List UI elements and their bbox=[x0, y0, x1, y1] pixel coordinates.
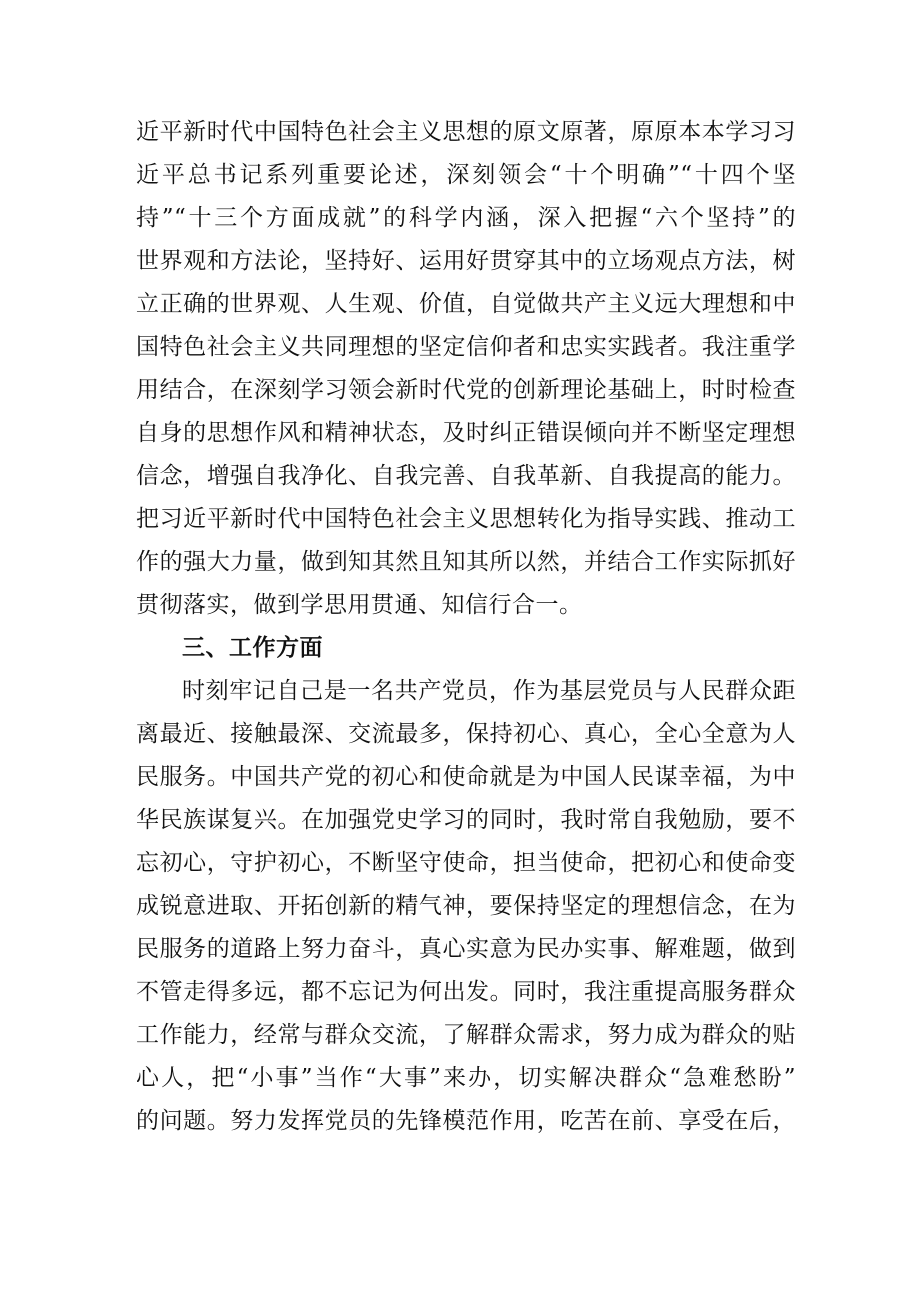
section-3-line-7: 民服务的道路上努力奋斗，真心实意为民办实事、解难题，做到 bbox=[136, 936, 796, 962]
paragraph-1-line-3: 持”“十三个方面成就”的科学内涵，深入把握“六个坚持”的 bbox=[136, 205, 796, 231]
paragraph-1-line-11: 作的强大力量，做到知其然且知其所以然，并结合工作实际抓好 bbox=[136, 549, 796, 575]
paragraph-1-line-12: 贯彻落实，做到学思用贯通、知信行合一。 bbox=[136, 592, 583, 618]
section-3-line-3: 民服务。中国共产党的初心和使命就是为中国人民谋幸福，为中 bbox=[136, 764, 796, 790]
paragraph-1-line-8: 自身的思想作风和精神状态，及时纠正错误倾向并不断坚定理想 bbox=[136, 420, 796, 446]
section-3-line-9: 工作能力，经常与群众交流，了解群众需求，努力成为群众的贴 bbox=[136, 1022, 796, 1048]
paragraph-1-line-4: 世界观和方法论，坚持好、运用好贯穿其中的立场观点方法，树 bbox=[136, 248, 796, 274]
section-3-line-2: 离最近、接触最深、交流最多，保持初心、真心，全心全意为人 bbox=[136, 721, 796, 747]
section-3-line-6: 成锐意进取、开拓创新的精气神，要保持坚定的理想信念，在为 bbox=[136, 893, 796, 919]
section-heading: 三、工作方面 bbox=[182, 635, 323, 661]
section-3-line-8: 不管走得多远，都不忘记为何出发。同时，我注重提高服务群众 bbox=[136, 979, 796, 1005]
section-3-line-5: 忘初心，守护初心，不断坚守使命，担当使命，把初心和使命变 bbox=[136, 850, 796, 876]
paragraph-1-line-5: 立正确的世界观、人生观、价值，自觉做共产主义远大理想和中 bbox=[136, 291, 796, 317]
paragraph-1-line-6: 国特色社会主义共同理想的坚定信仰者和忠实实践者。我注重学 bbox=[136, 334, 796, 360]
section-3-line-4: 华民族谋复兴。在加强党史学习的同时，我时常自我勉励，要不 bbox=[136, 807, 796, 833]
section-3-line-11: 的问题。努力发挥党员的先锋模范作用，吃苦在前、享受在后， bbox=[136, 1108, 796, 1134]
paragraph-1-line-10: 把习近平新时代中国特色社会主义思想转化为指导实践、推动工 bbox=[136, 506, 796, 532]
paragraph-1-line-2: 近平总书记系列重要论述，深刻领会“十个明确”“十四个坚 bbox=[136, 162, 796, 188]
paragraph-1-line-1: 近平新时代中国特色社会主义思想的原文原著，原原本本学习习 bbox=[136, 119, 796, 145]
paragraph-1-line-7: 用结合，在深刻学习领会新时代党的创新理论基础上，时时检查 bbox=[136, 377, 796, 403]
paragraph-1-line-9: 信念，增强自我净化、自我完善、自我革新、自我提高的能力。 bbox=[136, 463, 796, 489]
section-3-line-10: 心人，把“小事”当作“大事”来办，切实解决群众“急难愁盼” bbox=[136, 1065, 796, 1091]
section-3-line-1: 时刻牢记自己是一名共产党员，作为基层党员与人民群众距 bbox=[182, 678, 796, 704]
